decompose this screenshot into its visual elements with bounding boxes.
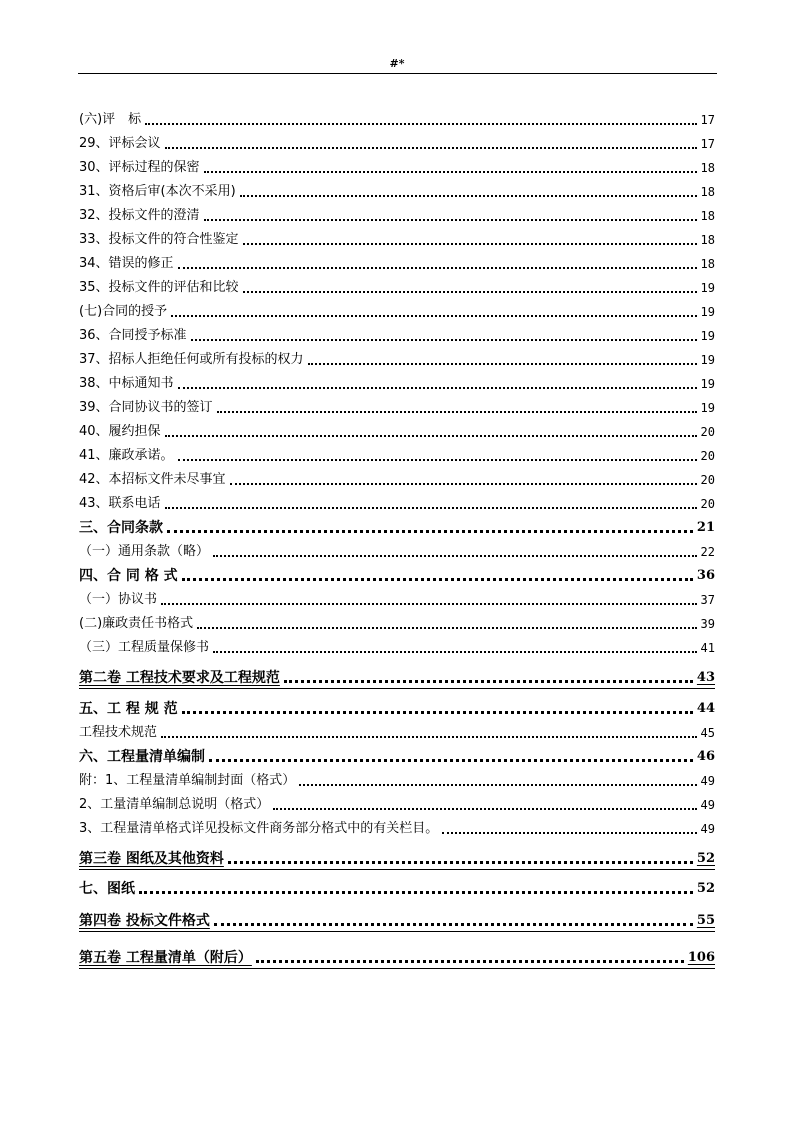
toc-leader-dots <box>204 219 697 221</box>
toc-entry[interactable] <box>79 468 715 488</box>
toc-entry-page-number: 45 <box>700 726 715 740</box>
toc-entry-label: 五、工 程 规 范 <box>79 701 178 717</box>
toc-entry[interactable] <box>79 612 715 632</box>
toc-entry-label: 六、工程量清单编制 <box>79 749 205 765</box>
toc-entry[interactable] <box>79 420 715 440</box>
toc-entry-page-number: 37 <box>700 593 715 607</box>
toc-leader-dots <box>273 808 696 810</box>
toc-leader-dots <box>299 784 696 786</box>
toc-entry-label: 31、资格后审(本次不采用) <box>79 184 236 199</box>
toc-entry[interactable] <box>79 300 715 320</box>
toc-entry[interactable] <box>79 909 715 929</box>
toc-entry-label: 三、合同条款 <box>79 520 163 536</box>
toc-entry-label: (七)合同的授予 <box>79 304 168 319</box>
toc-entry-page-number: 46 <box>696 749 715 764</box>
toc-entry[interactable] <box>79 276 715 296</box>
toc-entry-page-number: 18 <box>700 233 715 247</box>
toc-entry-label: 32、投标文件的澄清 <box>79 208 200 223</box>
toc-entry-label: 四、合 同 格 式 <box>79 568 178 584</box>
toc-entry[interactable] <box>79 946 715 966</box>
toc-entry-label: 附：1、工程量清单编制封面（格式） <box>79 773 296 788</box>
toc-leader-dots <box>191 339 697 341</box>
toc-entry[interactable] <box>79 793 715 813</box>
toc-leader-dots <box>197 627 696 629</box>
toc-leader-dots <box>228 861 693 864</box>
toc-entry-label: 30、评标过程的保密 <box>79 160 200 175</box>
toc-entry-page-number: 49 <box>700 774 715 788</box>
toc-leader-dots <box>161 603 697 605</box>
toc-leader-dots <box>240 195 697 197</box>
toc-entry[interactable] <box>79 396 715 416</box>
toc-entry[interactable] <box>79 817 715 837</box>
toc-entry-label: 40、履约担保 <box>79 424 161 439</box>
toc-entry-page-number: 39 <box>700 617 715 631</box>
toc-entry-page-number: 18 <box>700 185 715 199</box>
toc-entry[interactable] <box>79 156 715 176</box>
toc-entry-label: 工程技术规范 <box>79 725 158 740</box>
toc-entry-label: 第三卷 图纸及其他资料 <box>79 851 224 867</box>
toc-leader-dots <box>243 291 697 293</box>
toc-leader-dots <box>167 530 693 533</box>
toc-entry[interactable] <box>79 769 715 789</box>
toc-leader-dots <box>230 483 697 485</box>
toc-entry-page-number: 22 <box>700 545 715 559</box>
toc-entry-page-number: 52 <box>696 851 715 866</box>
toc-entry[interactable] <box>79 588 715 608</box>
toc-entry[interactable] <box>79 877 715 897</box>
toc-entry-page-number: 43 <box>696 670 715 685</box>
toc-entry-label: 39、合同协议书的签订 <box>79 400 213 415</box>
toc-entry[interactable] <box>79 324 715 344</box>
toc-entry-label: 七、图纸 <box>79 881 135 897</box>
toc-entry-page-number: 49 <box>700 798 715 812</box>
toc-entry-label: 3、工程量清单格式详见投标文件商务部分格式中的有关栏目。 <box>79 821 439 836</box>
toc-leader-dots <box>182 578 693 581</box>
toc-entry-label: 33、投标文件的符合性鉴定 <box>79 232 239 247</box>
toc-entry-page-number: 20 <box>700 497 715 511</box>
toc-leader-dots <box>139 891 693 894</box>
toc-leader-dots <box>182 711 693 714</box>
toc-leader-dots <box>213 555 697 557</box>
toc-entry-page-number: 55 <box>696 913 715 928</box>
toc-entry-page-number: 20 <box>700 473 715 487</box>
header-mark: #* <box>389 57 405 70</box>
toc-entry-page-number: 36 <box>696 568 715 583</box>
toc-leader-dots <box>145 123 696 125</box>
toc-entry-page-number: 49 <box>700 822 715 836</box>
toc-entry[interactable] <box>79 348 715 368</box>
toc-entry[interactable] <box>79 204 715 224</box>
toc-entry[interactable] <box>79 180 715 200</box>
toc-entry[interactable] <box>79 372 715 392</box>
toc-entry-label: 38、中标通知书 <box>79 376 174 391</box>
toc-leader-dots <box>213 651 697 653</box>
toc-entry-page-number: 19 <box>700 281 715 295</box>
toc-entry-label: 41、廉政承诺。 <box>79 448 174 463</box>
toc-entry[interactable] <box>79 252 715 272</box>
toc-entry-page-number: 106 <box>687 950 715 965</box>
toc-entry[interactable] <box>79 697 715 717</box>
toc-leader-dots <box>165 507 697 509</box>
header-rule <box>78 73 717 74</box>
toc-leader-dots <box>178 459 697 461</box>
toc-leader-dots <box>217 411 697 413</box>
toc-entry[interactable] <box>79 228 715 248</box>
toc-leader-dots <box>165 435 697 437</box>
toc-entry-label: (二)廉政责任书格式 <box>79 616 194 631</box>
toc-entry-page-number: 20 <box>700 449 715 463</box>
toc-entry-label: 2、工量清单编制总说明（格式） <box>79 797 270 812</box>
toc-entry-label: 34、错误的修正 <box>79 256 174 271</box>
toc-entry-label: （一）通用条款（略） <box>79 544 210 559</box>
toc-entry-page-number: 18 <box>700 161 715 175</box>
toc-entry[interactable] <box>79 444 715 464</box>
toc-leader-dots <box>243 243 697 245</box>
toc-leader-dots <box>209 759 693 762</box>
toc-entry-label: 29、评标会议 <box>79 136 161 151</box>
toc-entry-label: 第五卷 工程量清单（附后） <box>79 950 252 966</box>
toc-entry-label: （一）协议书 <box>79 592 158 607</box>
toc-entry-page-number: 18 <box>700 257 715 271</box>
toc-leader-dots <box>442 832 696 834</box>
toc-entry[interactable] <box>79 745 715 765</box>
toc-entry-label: （三）工程质量保修书 <box>79 640 210 655</box>
toc-leader-dots <box>178 387 697 389</box>
toc-entry-page-number: 19 <box>700 401 715 415</box>
toc-entry-label: 第四卷 投标文件格式 <box>79 913 210 929</box>
toc-entry-page-number: 21 <box>696 520 715 535</box>
toc-entry-page-number: 19 <box>700 353 715 367</box>
toc-entry[interactable] <box>79 132 715 152</box>
toc-entry-page-number: 52 <box>696 881 715 896</box>
toc-entry-label: 第二卷 工程技术要求及工程规范 <box>79 670 280 686</box>
toc-leader-dots <box>284 680 693 683</box>
toc-entry[interactable] <box>79 847 715 867</box>
toc-entry-label: 37、招标人拒绝任何或所有投标的权力 <box>79 352 304 367</box>
toc-entry[interactable] <box>79 492 715 512</box>
toc-entry[interactable] <box>79 540 715 560</box>
toc-entry-page-number: 17 <box>700 137 715 151</box>
toc-entry[interactable] <box>79 721 715 741</box>
toc-entry-label: 35、投标文件的评估和比较 <box>79 280 239 295</box>
toc-entry-label: 36、合同授予标准 <box>79 328 187 343</box>
toc-leader-dots <box>178 267 697 269</box>
toc-leader-dots <box>256 960 684 963</box>
toc-entry[interactable] <box>79 564 715 584</box>
toc-leader-dots <box>204 171 697 173</box>
toc-entry-label: (六)评 标 <box>79 112 142 127</box>
toc-entry[interactable] <box>79 108 715 128</box>
toc-leader-dots <box>171 315 696 317</box>
toc-entry-label: 42、本招标文件未尽事宜 <box>79 472 226 487</box>
toc-entry[interactable] <box>79 636 715 656</box>
toc-entry-label: 43、联系电话 <box>79 496 161 511</box>
toc-leader-dots <box>214 923 693 926</box>
toc-entry-page-number: 44 <box>696 701 715 716</box>
toc-leader-dots <box>165 147 697 149</box>
toc-entry-page-number: 20 <box>700 425 715 439</box>
toc-entry-page-number: 41 <box>700 641 715 655</box>
toc-leader-dots <box>308 363 697 365</box>
toc-entry-page-number: 18 <box>700 209 715 223</box>
toc-leader-dots <box>161 736 697 738</box>
toc-entry[interactable] <box>79 666 715 686</box>
toc-entry-page-number: 19 <box>700 377 715 391</box>
toc-entry[interactable] <box>79 516 715 536</box>
toc-entry-page-number: 19 <box>700 305 715 319</box>
toc-entry-page-number: 19 <box>700 329 715 343</box>
toc-entry-page-number: 17 <box>700 113 715 127</box>
